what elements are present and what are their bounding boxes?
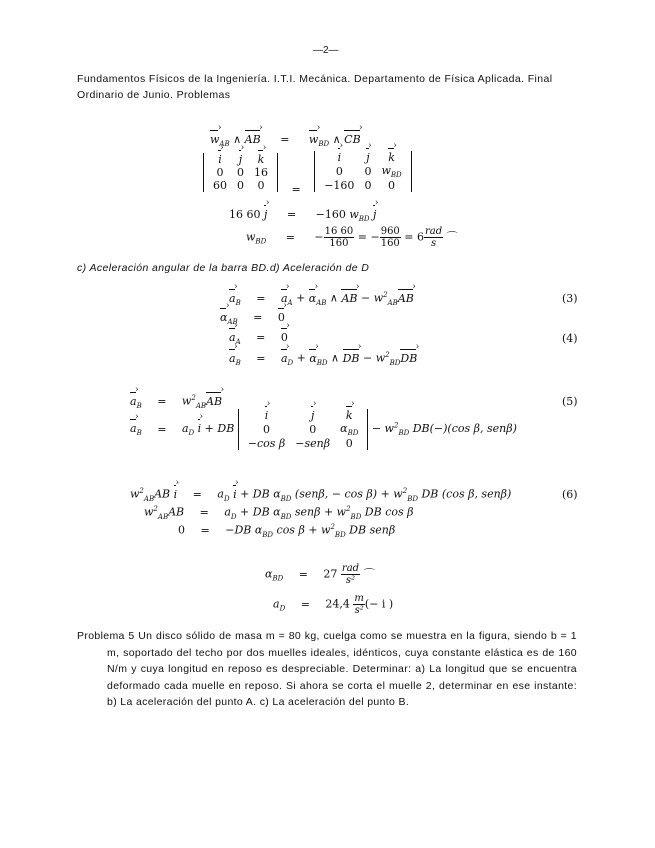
eq-acc-b-det: a $›_B = a_D$ i › + DB i › j › k › 0 0 $\alpha_{BD}$ −cos β −senβ 0 − $w^2_{BD}$ DB(−)(cos β, senβ) — [130, 409, 517, 450]
section-c-heading: c) Aceleración angular de la barra BD.d) Aceleración de D — [77, 262, 370, 274]
eq-acc-b-2: a $›_B = a$ $›_D + \alpha$ $›_{BD}$ ∧ DB › − $w^2_{BD}DB$ › — [229, 351, 417, 367]
eq-acc-b-1: a $›_B = a$ $›_A + \alpha$ $›_{AB}$ ∧ AB › − $w^2_{AB}AB$ › — [229, 291, 414, 307]
eq-cross-product: w $›_{AB}$ ∧ AB › = w $›_{BD}$ ∧ CB › — [210, 133, 361, 148]
header-line-1: Fundamentos Físicos de la Ingeniería. I.T.I. Mecánica. Departamento de Física Aplicada. Final — [77, 73, 553, 85]
eq-w-bd: $w_{BD}$ = − $\frac{16 60}{160}$ = − $\frac{960}{160}$ = 6 $\frac{\text{rad}}{s}$ ⌒ — [246, 226, 458, 249]
result-a-d: $a_D = 24,4$ $\frac{m}{\text{s²}}$ (− i ) — [273, 593, 394, 616]
eq-components-3: 0 = −DB $\alpha_{BD}$ $\cos \beta + w^2_{BD}$ DB senβ — [178, 523, 396, 539]
problem-5-label: Problema 5 — [77, 630, 135, 642]
page-number: —2— — [313, 45, 339, 56]
eq-determinant-row: i › j › k › 0 0 16 60 0 0 = i › j › k › 0 0 $w_{BD}$ −160 0 0 — [203, 151, 412, 196]
eq-number-5: (5) — [562, 395, 578, 408]
problem-5-text: Un disco sólido de masa m = 80 kg, cuelga como se muestra en la figura, siendo b = 1 m, soportado del techo por dos muelles ideales, idénticos, cuya constante elástica es de 160 N/m y cuya longitud en reposo es despreciable. Determinar: a) La longitud que se encuentra deformado cada muelle en reposo. Si ahora se corta el muelle 2, determinar en ese instante: b) La aceleración del punto A. c) La aceleración del punto B. — [107, 630, 577, 708]
eq-alpha-ab: α $›_{AB} = 0$ › — [220, 311, 285, 326]
eq-result-j: 16 60 j › = −160 $w_{BD}$ j › — [229, 208, 376, 223]
eq-number-4: (4) — [562, 332, 578, 345]
problem-5 — [77, 628, 577, 711]
result-alpha-bd: $\alpha_{BD} = 27$ $\frac{\text{rad}}{\text{s²}}$ ⌒ — [265, 563, 375, 586]
eq-components-2: $w^2_{AB}AB = a_D$ + DB $\alpha_{BD}$ $sen\beta + w^2_{BD}$ DB cos β — [144, 505, 414, 521]
eq-acc-a: a $›_A = 0$ › — [229, 331, 288, 346]
eq-components-1: $w^2_{AB}AB$ i › = $a_D$ i › + DB $\alpha_{BD}$ (senβ, − $\cos \beta) + w^2_{BD}$ DB (cos β, senβ) — [130, 487, 511, 503]
determinant-right: i › j › k › 0 0 $w_{BD}$ −160 0 0 — [314, 151, 411, 192]
eq-acc-b-3: a $›_B = w^2_{AB}AB$ › — [130, 394, 222, 410]
eq-number-3: (3) — [562, 292, 578, 305]
header-line-2: Ordinario de Junio. Problemas — [77, 89, 231, 101]
determinant-acc: i › j › k › 0 0 $\alpha_{BD}$ −cos β −senβ 0 — [238, 409, 369, 450]
determinant-left: i › j › k › 0 0 16 60 0 0 — [203, 153, 278, 192]
eq-number-6: (6) — [562, 488, 578, 501]
